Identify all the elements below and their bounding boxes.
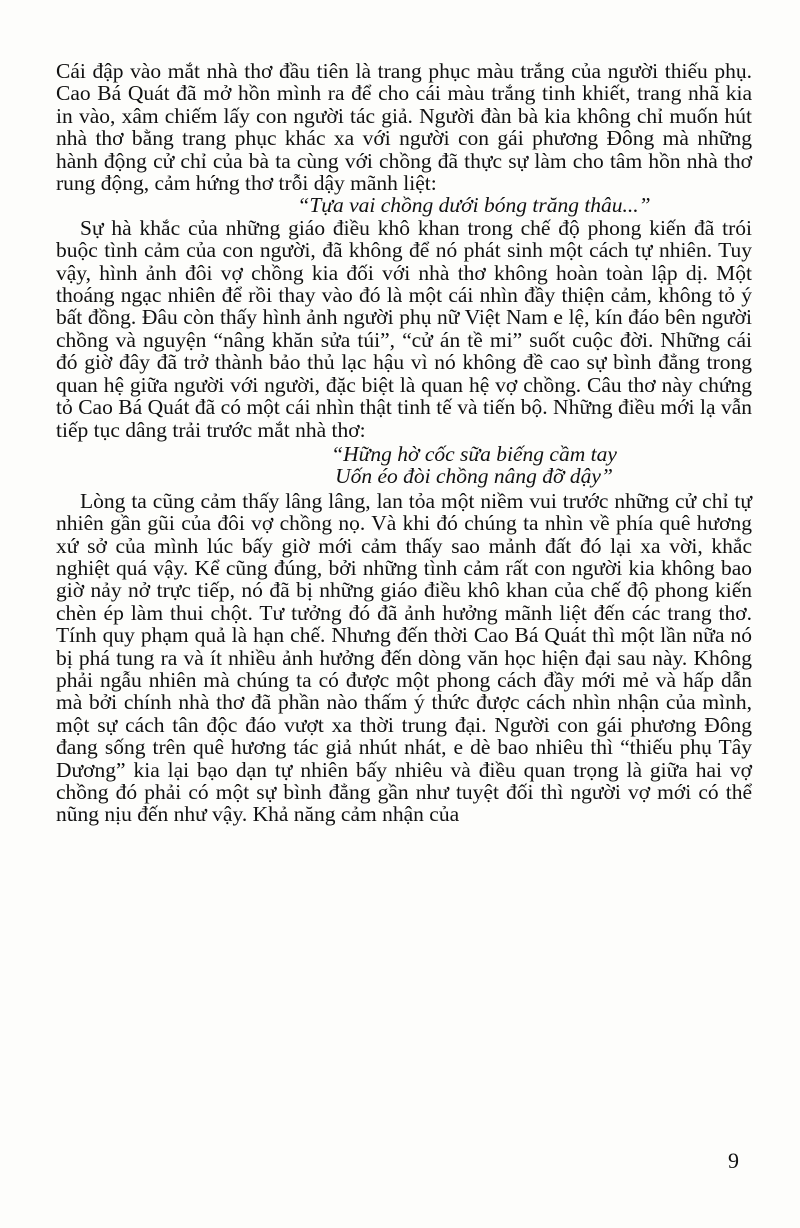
verse-quote-2-line-1: “Hững hờ cốc sữa biếng cầm tay xyxy=(331,441,617,466)
paragraph-3: Lòng ta cũng cảm thấy lâng lâng, lan tỏa một niềm vui trước những cử chỉ tự nhiên gần gũi của đôi vợ chồng nọ. Và khi đó chúng ta nhìn về phía quê hương xứ sở của mình lúc bấy giờ mới cảm thấy sao mảnh đất đó lại xa vời, khắc nghiệt quá vậy. Kể cũng đúng, bởi những tình cảm rất con người kia không bao giờ nảy nở trực tiếp, nó đã bị những giáo điều khô khan của chế độ phong kiến chèn ép làm thui chột. Tư tưởng đó đã ảnh hưởng mãnh liệt đến các trang thơ. Tính quy phạm quả là hạn chế. Nhưng đến thời Cao Bá Quát thì một lần nữa nó bị phá tung ra và ít nhiều ảnh hưởng đến dòng văn học hiện đại sau này. Không phải ngẫu nhiên mà chúng ta có được một phong cách đầy mới mẻ và hấp dẫn mà bởi chính nhà thơ đã phần nào thấm ý thức được cách nhìn nhận của mình, một sự cách tân độc đáo vượt xa thời trung đại. Người con gái phương Đông đang sống trên quê hương tác giả nhút nhát, e dè bao nhiêu thì “thiếu phụ Tây Dương” kia lại bạo dạn tự nhiên bấy nhiêu và điều quan trọng là giữa hai vợ chồng đó phải có một sự bình đẳng gần như tuyệt đối thì người vợ mới có thể nũng nịu đến như vậy. Khả năng cảm nhận của xyxy=(56,488,752,827)
verse-quote-2-line-2: Uốn éo đòi chồng nâng đỡ dậy” xyxy=(335,464,613,489)
body-text xyxy=(56,60,752,826)
verse-quote-1: “Tựa vai chồng dưới bóng trăng thâu...” xyxy=(297,193,651,218)
page-number: 9 xyxy=(728,1148,739,1173)
paragraph-2: Sự hà khắc của những giáo điều khô khan trong chế độ phong kiến đã trói buộc tình cảm của con người, đã không để nó phát sinh một cách tự nhiên. Tuy vậy, hình ảnh đôi vợ chồng kia đối với nhà thơ không hoàn toàn lập dị. Một thoáng ngạc nhiên để rồi thay vào đó là một cái nhìn đầy thiện cảm, không tỏ ý bất đồng. Đâu còn thấy hình ảnh người phụ nữ Việt Nam e lệ, kín đáo bên người chồng và nguyện “nâng khăn sửa túi”, “cử án tề mi” suốt cuộc đời. Những cái đó giờ đây đã trở thành bảo thủ lạc hậu vì nó không đề cao sự bình đẳng trong quan hệ giữa người với người, đặc biệt là quan hệ vợ chồng. Câu thơ này chứng tỏ Cao Bá Quát đã có một cái nhìn thật tinh tế và tiến bộ. Những điều mới lạ vẫn tiếp tục dâng trải trước mắt nhà thơ: xyxy=(56,215,752,442)
paragraph-1: Cái đập vào mắt nhà thơ đầu tiên là trang phục màu trắng của người thiếu phụ. Cao Bá Quát đã mở hồn mình ra để cho cái màu trắng tinh khiết, trang nhã kia in vào, xâm chiếm lấy con người tác giả. Người đàn bà kia không chỉ muốn hút nhà thơ bằng trang phục khác xa với người con gái phương Đông mà những hành động cử chỉ của bà ta cùng với chồng đã thực sự làm cho tâm hồn nhà thơ rung động, cảm hứng thơ trỗi dậy mãnh liệt: xyxy=(56,59,752,196)
verse-quote-2 xyxy=(56,443,752,488)
